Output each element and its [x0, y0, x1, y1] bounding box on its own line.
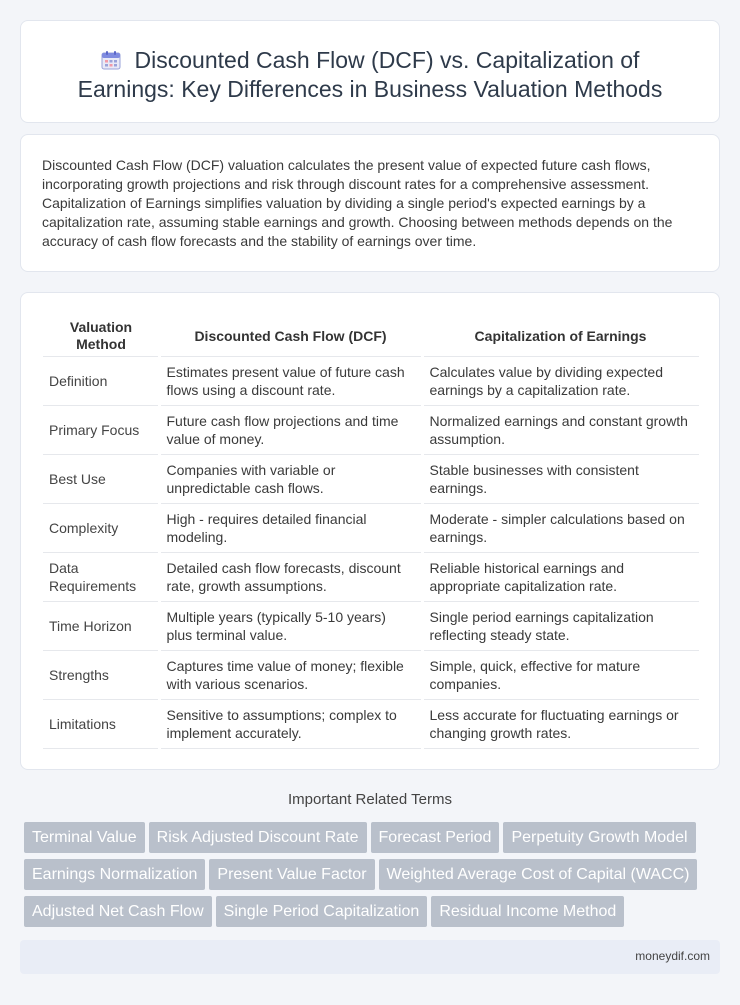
header-cap-earnings: Capitalization of Earnings: [422, 315, 699, 357]
dcf-cell: Detailed cash flow forecasts, discount rate, growth assumptions.: [159, 553, 422, 602]
row-label: Complexity: [43, 504, 159, 553]
cap-cell: Normalized earnings and constant growth assumption.: [422, 406, 699, 455]
row-label: Data Requirements: [43, 553, 159, 602]
summary-card: [20, 134, 720, 272]
dcf-cell: Captures time value of money; flexible with various scenarios.: [159, 651, 422, 700]
table-row: [43, 406, 699, 455]
tag-risk-adjusted-discount-rate[interactable]: Risk Adjusted Discount Rate: [149, 822, 367, 853]
table-row: [43, 553, 699, 602]
dcf-cell: Estimates present value of future cash flows using a discount rate.: [159, 357, 422, 406]
tag-present-value-factor[interactable]: Present Value Factor: [209, 859, 374, 890]
table-header-row: [43, 315, 699, 357]
title-card: [20, 20, 720, 123]
page-title: [51, 46, 689, 104]
comparison-table: [43, 315, 699, 749]
table-row: [43, 455, 699, 504]
dcf-cell: Sensitive to assumptions; complex to implement accurately.: [159, 700, 422, 749]
header-valuation-method: Valuation Method: [43, 315, 159, 357]
table-row: [43, 602, 699, 651]
tag-earnings-normalization[interactable]: Earnings Normalization: [24, 859, 205, 890]
page-title-text: Discounted Cash Flow (DCF) vs. Capitalization of Earnings: Key Differences in Business Valuation Methods: [77, 47, 663, 102]
table-row: [43, 651, 699, 700]
cap-cell: Less accurate for fluctuating earnings or changing growth rates.: [422, 700, 699, 749]
summary-text: Discounted Cash Flow (DCF) valuation calculates the present value of expected future cash flows, incorporating growth projections and risk through discount rates for a comprehensive assessment. Capitalization of Earnings simplifies valuation by dividing a single period's expected earnings by a capitalization rate, assuming stable earnings and growth. Choosing between methods depends on the accuracy of cash flow forecasts and the stability of earnings over time.: [42, 157, 673, 249]
table-row: [43, 700, 699, 749]
tag-row: [24, 859, 714, 896]
tag-single-period-capitalization[interactable]: Single Period Capitalization: [216, 896, 428, 927]
tag-forecast-period[interactable]: Forecast Period: [371, 822, 500, 853]
row-label: Primary Focus: [43, 406, 159, 455]
header-dcf: Discounted Cash Flow (DCF): [159, 315, 422, 357]
row-label: Strengths: [43, 651, 159, 700]
related-terms-title: Important Related Terms: [288, 791, 452, 808]
cap-cell: Simple, quick, effective for mature companies.: [422, 651, 699, 700]
row-label: Definition: [43, 357, 159, 406]
tag-residual-income-method[interactable]: Residual Income Method: [431, 896, 624, 927]
table-row: [43, 357, 699, 406]
dcf-cell: Multiple years (typically 5-10 years) plus terminal value.: [159, 602, 422, 651]
tag-row: [24, 896, 714, 933]
footer-site[interactable]: moneydif.com: [635, 949, 710, 963]
dcf-cell: High - requires detailed financial modeling.: [159, 504, 422, 553]
tag-terminal-value[interactable]: Terminal Value: [24, 822, 145, 853]
calendar-icon: [101, 48, 121, 68]
dcf-cell: Companies with variable or unpredictable cash flows.: [159, 455, 422, 504]
cap-cell: Calculates value by dividing expected earnings by a capitalization rate.: [422, 357, 699, 406]
comparison-card: [20, 292, 720, 770]
dcf-cell: Future cash flow projections and time value of money.: [159, 406, 422, 455]
footer: [20, 940, 720, 974]
cap-cell: Single period earnings capitalization reflecting steady state.: [422, 602, 699, 651]
tag-row: [24, 822, 714, 859]
tag-wacc[interactable]: Weighted Average Cost of Capital (WACC): [379, 859, 698, 890]
row-label: Best Use: [43, 455, 159, 504]
tag-adjusted-net-cash-flow[interactable]: Adjusted Net Cash Flow: [24, 896, 212, 927]
row-label: Time Horizon: [43, 602, 159, 651]
cap-cell: Moderate - simpler calculations based on earnings.: [422, 504, 699, 553]
tag-perpetuity-growth-model[interactable]: Perpetuity Growth Model: [503, 822, 695, 853]
row-label: Limitations: [43, 700, 159, 749]
cap-cell: Reliable historical earnings and appropriate capitalization rate.: [422, 553, 699, 602]
related-terms: [24, 822, 714, 933]
cap-cell: Stable businesses with consistent earnings.: [422, 455, 699, 504]
table-row: [43, 504, 699, 553]
